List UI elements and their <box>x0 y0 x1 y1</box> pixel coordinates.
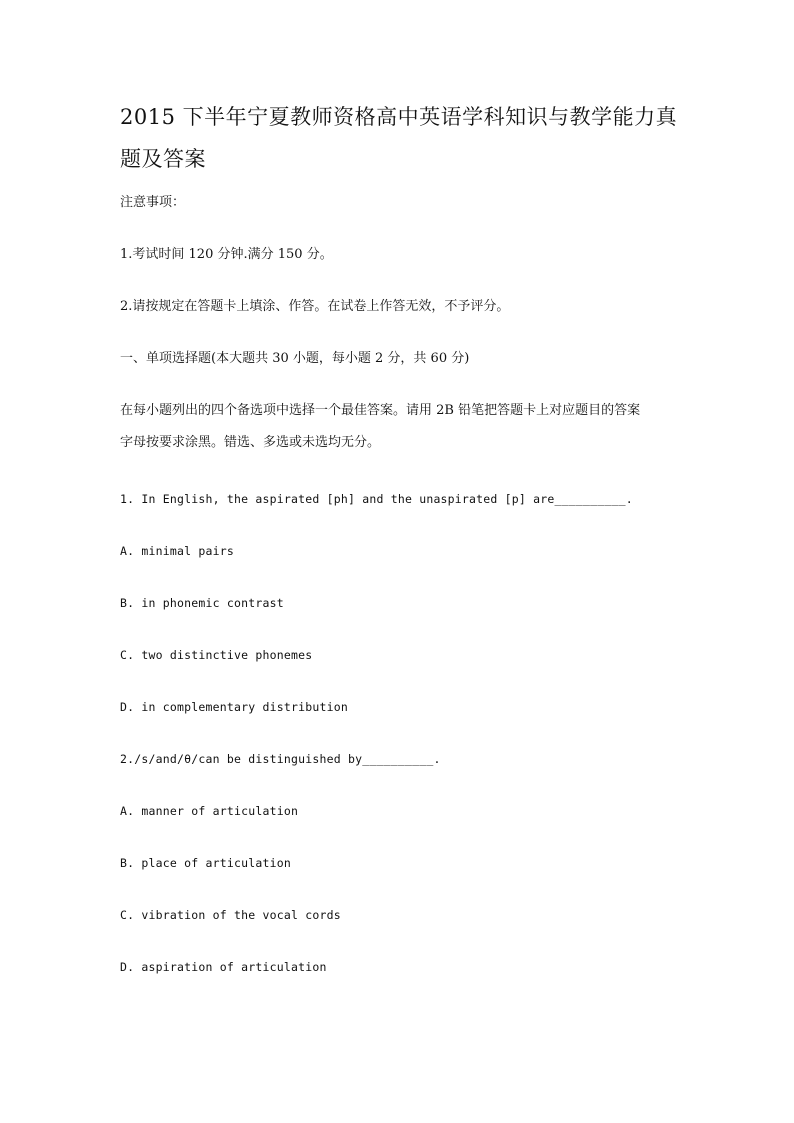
section-heading: 一、单项选择题(本大题共 30 小题，每小题 2 分，共 60 分) <box>120 351 470 366</box>
instructions-line-2: 字母按要求涂黑。错选、多选或未选均无分。 <box>120 435 381 450</box>
notice-heading: 注意事项： <box>120 195 186 210</box>
question-1-option-d: D. in complementary distribution <box>120 700 348 714</box>
document-title-line-1: 2015 下半年宁夏教师资格高中英语学科知识与教学能力真 <box>120 105 678 129</box>
question-2-option-b: B. place of articulation <box>120 856 291 870</box>
notice-item-2: 2.请按规定在答题卡上填涂、作答。在试卷上作答无效，不予评分。 <box>120 299 510 314</box>
question-2-option-c: C. vibration of the vocal cords <box>120 908 341 922</box>
question-2-stem: 2./s/and/θ/can be distinguished by__________. <box>120 752 441 766</box>
document-title-line-2: 题及答案 <box>120 147 206 171</box>
question-2-option-a: A. manner of articulation <box>120 804 299 818</box>
question-1-option-a: A. minimal pairs <box>120 544 234 558</box>
question-1-stem: 1. In English, the aspirated [ph] and the unaspirated [p] are__________. <box>120 492 633 506</box>
question-2-option-d: D. aspiration of articulation <box>120 960 327 974</box>
question-1-option-c: C. two distinctive phonemes <box>120 648 313 662</box>
instructions-line-1: 在每小题列出的四个备选项中选择一个最佳答案。请用 2B 铅笔把答题卡上对应题目的答案 <box>120 403 641 418</box>
question-1-option-b: B. in phonemic contrast <box>120 596 284 610</box>
notice-item-1: 1.考试时间 120 分钟.满分 150 分。 <box>120 247 333 262</box>
